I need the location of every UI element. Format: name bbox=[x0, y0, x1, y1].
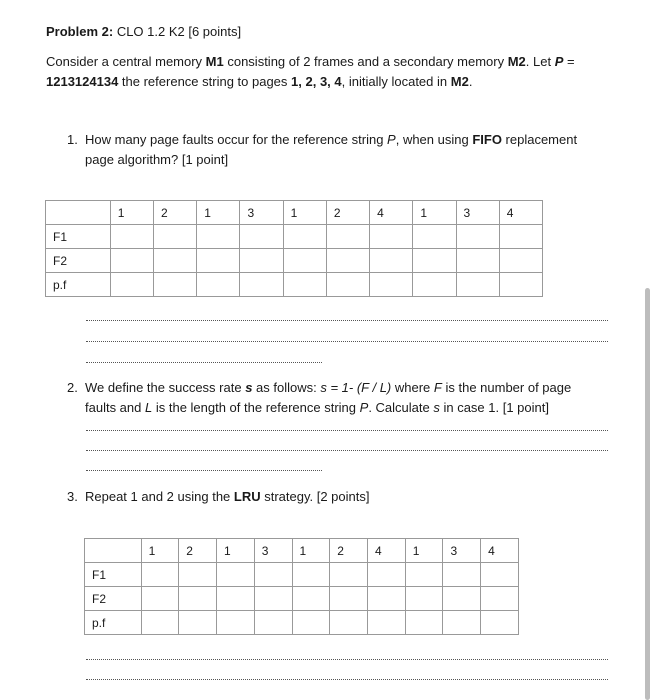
problem-title: Problem 2: CLO 1.2 K2 [6 points] bbox=[46, 24, 242, 39]
reference-cell: 1 bbox=[292, 539, 330, 563]
reference-cell: 1 bbox=[283, 201, 326, 225]
answer-cell[interactable] bbox=[499, 249, 542, 273]
answer-line[interactable] bbox=[86, 679, 608, 680]
row-label: F2 bbox=[85, 587, 142, 611]
answer-cell[interactable] bbox=[326, 249, 369, 273]
answer-cell[interactable] bbox=[141, 587, 179, 611]
answer-cell[interactable] bbox=[283, 273, 326, 297]
answer-cell[interactable] bbox=[283, 249, 326, 273]
answer-line[interactable] bbox=[86, 430, 608, 431]
reference-cell: 2 bbox=[179, 539, 217, 563]
reference-cell: 1 bbox=[217, 539, 255, 563]
answer-cell[interactable] bbox=[240, 225, 283, 249]
answer-cell[interactable] bbox=[443, 563, 481, 587]
corner-cell bbox=[85, 539, 142, 563]
answer-line[interactable] bbox=[86, 659, 608, 660]
answer-cell[interactable] bbox=[367, 587, 405, 611]
answer-cell[interactable] bbox=[110, 225, 153, 249]
answer-cell[interactable] bbox=[456, 225, 499, 249]
answer-cell[interactable] bbox=[254, 563, 292, 587]
answer-cell[interactable] bbox=[179, 587, 217, 611]
answer-cell[interactable] bbox=[217, 563, 255, 587]
answer-cell[interactable] bbox=[367, 563, 405, 587]
answer-cell[interactable] bbox=[443, 611, 481, 635]
answer-line[interactable] bbox=[86, 470, 322, 471]
answer-cell[interactable] bbox=[481, 611, 519, 635]
answer-cell[interactable] bbox=[370, 273, 413, 297]
answer-cell[interactable] bbox=[254, 587, 292, 611]
answer-cell[interactable] bbox=[330, 563, 368, 587]
answer-cell[interactable] bbox=[292, 563, 330, 587]
question-3: 3. Repeat 1 and 2 using the LRU strategy. [2 points] bbox=[67, 489, 370, 504]
answer-cell[interactable] bbox=[481, 563, 519, 587]
fifo-table bbox=[45, 200, 543, 297]
answer-cell[interactable] bbox=[456, 273, 499, 297]
row-label: F2 bbox=[46, 249, 111, 273]
answer-cell[interactable] bbox=[141, 563, 179, 587]
reference-cell: 2 bbox=[330, 539, 368, 563]
lru-table bbox=[84, 538, 519, 635]
answer-cell[interactable] bbox=[405, 563, 443, 587]
answer-cell[interactable] bbox=[456, 249, 499, 273]
row-label: p.f bbox=[46, 273, 111, 297]
row-label: p.f bbox=[85, 611, 142, 635]
row-label: F1 bbox=[46, 225, 111, 249]
answer-cell[interactable] bbox=[405, 587, 443, 611]
reference-cell: 2 bbox=[154, 201, 197, 225]
answer-cell[interactable] bbox=[240, 249, 283, 273]
reference-cell: 3 bbox=[443, 539, 481, 563]
reference-cell: 1 bbox=[405, 539, 443, 563]
answer-cell[interactable] bbox=[179, 563, 217, 587]
answer-cell[interactable] bbox=[405, 611, 443, 635]
answer-cell[interactable] bbox=[326, 225, 369, 249]
answer-cell[interactable] bbox=[499, 225, 542, 249]
answer-cell[interactable] bbox=[370, 225, 413, 249]
reference-cell: 1 bbox=[197, 201, 240, 225]
reference-cell: 4 bbox=[370, 201, 413, 225]
answer-cell[interactable] bbox=[292, 587, 330, 611]
reference-cell: 1 bbox=[141, 539, 179, 563]
scrollbar[interactable] bbox=[645, 288, 650, 700]
answer-cell[interactable] bbox=[499, 273, 542, 297]
answer-cell[interactable] bbox=[413, 273, 456, 297]
answer-cell[interactable] bbox=[197, 225, 240, 249]
answer-line[interactable] bbox=[86, 341, 608, 342]
reference-cell: 4 bbox=[481, 539, 519, 563]
answer-line[interactable] bbox=[86, 320, 608, 321]
answer-cell[interactable] bbox=[330, 611, 368, 635]
answer-cell[interactable] bbox=[110, 249, 153, 273]
answer-cell[interactable] bbox=[443, 587, 481, 611]
problem-intro: Consider a central memory M1 consisting of 2 frames and a secondary memory M2. Let P = 1213124134 the reference string to pages 1, 2, 3, 4, initially located in M2. bbox=[46, 54, 575, 89]
answer-cell[interactable] bbox=[367, 611, 405, 635]
reference-cell: 3 bbox=[254, 539, 292, 563]
answer-cell[interactable] bbox=[154, 249, 197, 273]
answer-cell[interactable] bbox=[240, 273, 283, 297]
answer-line[interactable] bbox=[86, 450, 608, 451]
reference-cell: 3 bbox=[456, 201, 499, 225]
answer-cell[interactable] bbox=[283, 225, 326, 249]
answer-cell[interactable] bbox=[254, 611, 292, 635]
answer-cell[interactable] bbox=[197, 249, 240, 273]
corner-cell bbox=[46, 201, 111, 225]
reference-cell: 1 bbox=[110, 201, 153, 225]
answer-cell[interactable] bbox=[141, 611, 179, 635]
answer-cell[interactable] bbox=[217, 587, 255, 611]
answer-cell[interactable] bbox=[370, 249, 413, 273]
answer-cell[interactable] bbox=[154, 273, 197, 297]
answer-cell[interactable] bbox=[413, 249, 456, 273]
reference-cell: 2 bbox=[326, 201, 369, 225]
answer-cell[interactable] bbox=[154, 225, 197, 249]
answer-cell[interactable] bbox=[217, 611, 255, 635]
reference-cell: 4 bbox=[367, 539, 405, 563]
reference-cell: 1 bbox=[413, 201, 456, 225]
answer-cell[interactable] bbox=[179, 611, 217, 635]
reference-cell: 4 bbox=[499, 201, 542, 225]
question-2: 2. We define the success rate s as follows: s = 1- (F / L) where F is the number of page faults and L is the length of the reference string P. Calculate s in case 1. [1 point] bbox=[67, 380, 572, 415]
answer-cell[interactable] bbox=[197, 273, 240, 297]
answer-line[interactable] bbox=[86, 362, 322, 363]
reference-cell: 3 bbox=[240, 201, 283, 225]
answer-cell[interactable] bbox=[110, 273, 153, 297]
answer-cell[interactable] bbox=[292, 611, 330, 635]
answer-cell[interactable] bbox=[326, 273, 369, 297]
answer-cell[interactable] bbox=[413, 225, 456, 249]
row-label: F1 bbox=[85, 563, 142, 587]
answer-cell[interactable] bbox=[330, 587, 368, 611]
question-1: 1. How many page faults occur for the reference string P, when using FIFO replacement page algorithm? [1 point] bbox=[67, 132, 578, 167]
answer-cell[interactable] bbox=[481, 587, 519, 611]
